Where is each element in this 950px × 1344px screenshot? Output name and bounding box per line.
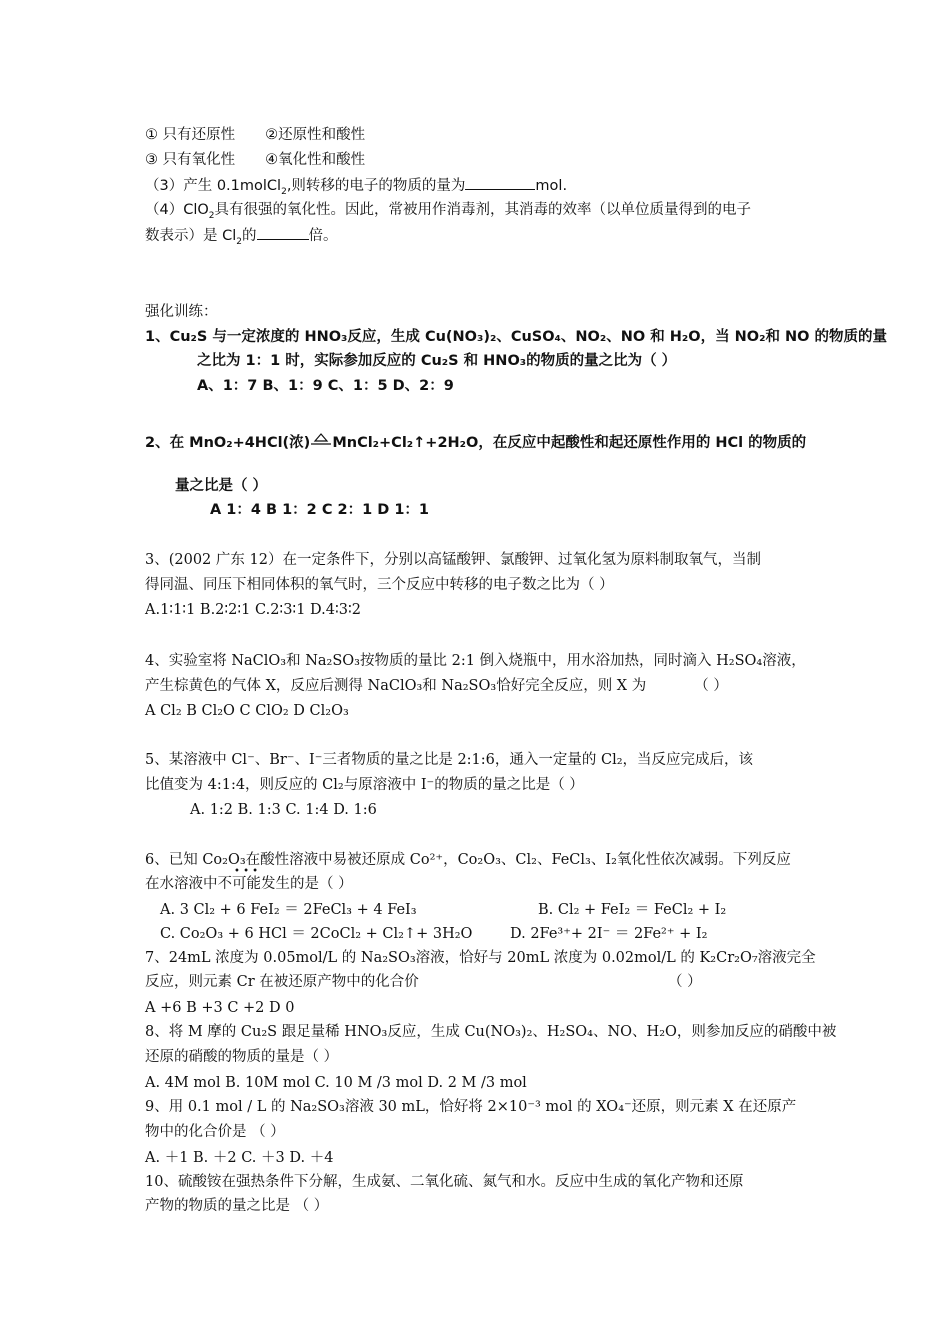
subscript: 2 <box>236 236 242 247</box>
text: 具有很强的氧化性。因此，常被用作消毒剂，其消毒的效率（以单位质量得到的电子 <box>214 202 752 218</box>
q3-stem-line-1: 3、(2002 广东 12）在一定条件下，分别以高锰酸钾、氯酸钾、过氧化氢为原料制取氧气，当制 <box>145 552 761 568</box>
q4-stem-line-1: 4、实验室将 NaClO₃和 Na₂SO₃按物质的量比 2:1 倒入烧瓶中，用水浴加热，同时滴入 H₂SO₄溶液， <box>145 653 806 669</box>
text: （3）产生 0.1molCl <box>145 178 282 194</box>
q6-option-a: A. 3 Cl₂ + 6 FeI₂ ＝ 2FeCl₃ + 4 FeI₃ <box>160 902 417 918</box>
subquestion-3 <box>145 175 567 202</box>
text: 反应，则元素 Cr 在被还原产物中的化合价 <box>145 974 419 990</box>
q9-options: A. ＋1 B. ＋2 C. ＋3 D. ＋4 <box>145 1150 334 1166</box>
text: MnCl₂+Cl₂↑+2H₂O，在反应中起酸性和起还原性作用的 HCl 的物质的 <box>332 435 807 451</box>
q3-options: A.1∶1∶1 B.2∶2∶1 C.2∶3∶1 D.4∶3∶2 <box>145 602 361 618</box>
text: 产生棕黄色的气体 X，反应后测得 NaClO₃和 Na₂SO₃恰好完全反应，则 X 为 <box>145 678 647 694</box>
option-4: ④氧化性和酸性 <box>265 152 366 168</box>
q1-stem-line-1: 1、Cu₂S 与一定浓度的 HNO₃反应，生成 Cu(NO₃)₂、CuSO₄、NO₂、NO 和 H₂O，当 NO₂和 NO 的物质的量 <box>145 329 888 345</box>
q9-stem-line-2: 物中的化合价是 （ ） <box>145 1124 285 1140</box>
subscript: 2 <box>208 210 215 221</box>
answer-paren: （ ） <box>668 974 702 990</box>
q6-option-d: D. 2Fe³⁺+ 2I⁻ ＝ 2Fe²⁺ + I₂ <box>510 926 708 942</box>
option-2: ②还原性和酸性 <box>265 127 366 143</box>
answer-blank[interactable] <box>465 175 535 190</box>
subquestion-4-line-2 <box>145 225 338 252</box>
subscript: 2 <box>281 186 287 197</box>
q10-stem-line-2: 产物的物质的量之比是 （ ） <box>145 1198 329 1214</box>
q4-options: A Cl₂ B Cl₂O C ClO₂ D Cl₂O₃ <box>145 703 349 719</box>
q8-stem-line-2: 还原的硝酸的物质的量是（ ） <box>145 1049 339 1065</box>
q5-stem-line-1: 5、某溶液中 Cl⁻、Br⁻、I⁻三者物质的量之比是 2:1:6，通入一定量的 Cl₂，当反应完成后，该 <box>145 752 754 768</box>
q6-options-row-1 <box>160 900 726 920</box>
option-line-1 <box>145 125 365 145</box>
text: 2、在 MnO₂+4HCl(浓) <box>145 435 311 451</box>
q10-stem-line-1: 10、硫酸铵在强热条件下分解，生成氨、二氧化硫、氮气和水。反应中生成的氧化产物和还原 <box>145 1174 744 1190</box>
text: ,则转移的电子的物质的量为 <box>286 178 466 194</box>
q6-stem-line-1: 6、已知 Co₂O₃在酸性溶液中易被还原成 Co²⁺，Co₂O₃、Cl₂、FeCl₃、I₂氧化性依次减弱。下列反应 <box>145 852 791 868</box>
q2-options: A 1：4 B 1：2 C 2：1 D 1：1 <box>210 502 430 518</box>
q8-stem-line-1: 8、将 M 摩的 Cu₂S 跟足量稀 HNO₃反应，生成 Cu(NO₃)₂、H₂SO₄、NO、H₂O，则参加反应的硝酸中被 <box>145 1024 837 1040</box>
heating-symbol <box>310 433 332 447</box>
section-heading: 强化训练： <box>145 304 218 320</box>
subquestion-4-line-1 <box>145 200 751 226</box>
q1-options: A、1：7 B、1：9 C、1：5 D、2：9 <box>197 378 454 394</box>
q6-option-c: C. Co₂O₃ + 6 HCl ＝ 2CoCl₂ + Cl₂↑+ 3H₂O <box>160 926 473 942</box>
q6-stem-line-2: 在水溶液中不可能发生的是（ ） <box>145 876 353 892</box>
q8-options: A. 4M mol B. 10M mol C. 10 M /3 mol D. 2 M /3 mol <box>145 1075 527 1091</box>
text: mol. <box>535 178 568 194</box>
q2-stem-line-2: 量之比是（ ） <box>175 478 268 494</box>
q7-options: A +6 B +3 C +2 D 0 <box>145 1000 295 1016</box>
q4-stem-line-2 <box>145 676 728 696</box>
text: 倍。 <box>308 228 338 244</box>
answer-paren: （ ） <box>694 678 728 694</box>
option-3: ③ 只有氧化性 <box>145 152 236 168</box>
q6-option-b: B. Cl₂ + FeI₂ ＝ FeCl₂ + I₂ <box>538 902 727 918</box>
option-line-2 <box>145 150 365 170</box>
text: 数表示）是 Cl <box>145 228 237 244</box>
text: 的 <box>242 228 257 244</box>
q7-stem-line-1: 7、24mL 浓度为 0.05mol/L 的 Na₂SO₃溶液，恰好与 20mL 浓度为 0.02mol/L 的 K₂Cr₂O₇溶液完全 <box>145 950 816 966</box>
answer-blank[interactable] <box>257 225 309 240</box>
q2-stem-line-1 <box>145 433 806 453</box>
emphasis-dots: • • • <box>234 866 259 877</box>
q7-stem-line-2 <box>145 972 702 992</box>
q3-stem-line-2: 得同温、同压下相同体积的氧气时，三个反应中转移的电子数之比为（ ） <box>145 577 614 593</box>
q1-stem-line-2: 之比为 1：1 时，实际参加反应的 Cu₂S 和 HNO₃的物质的量之比为（ ） <box>197 353 677 369</box>
text: （4）ClO <box>145 202 209 218</box>
q9-stem-line-1: 9、用 0.1 mol / L 的 Na₂SO₃溶液 30 mL，恰好将 2×10⁻³ mol 的 XO₄⁻还原，则元素 X 在还原产 <box>145 1099 797 1115</box>
q5-stem-line-2: 比值变为 4:1:4，则反应的 Cl₂与原溶液中 I⁻的物质的量之比是（ ） <box>145 777 584 793</box>
option-1: ① 只有还原性 <box>145 127 236 143</box>
q6-options-row-2 <box>160 924 707 944</box>
q5-options: A. 1:2 B. 1:3 C. 1:4 D. 1:6 <box>190 802 377 818</box>
